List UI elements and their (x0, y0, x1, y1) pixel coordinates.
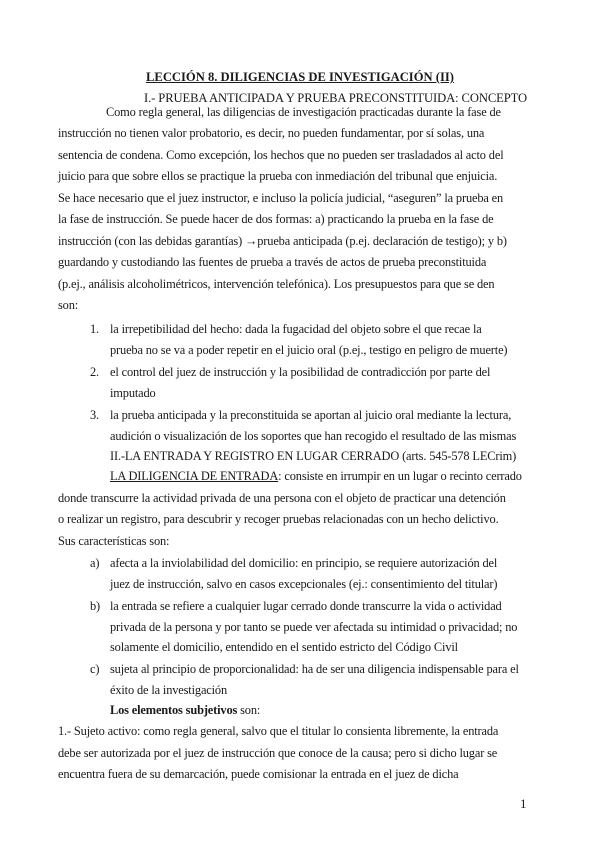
list-item-text: afecta a la inviolabilidad del domicilio: en principio, se requiere autorización del (110, 556, 498, 570)
list-marker: b) (90, 599, 101, 613)
section-1-heading: I.- PRUEBA ANTICIPADA Y PRUEBA PRECONSTITUIDA: CONCEPTO (144, 91, 527, 105)
list-marker: 3. (90, 408, 99, 422)
list-item-continuation: privada de la persona y por tanto se puede ver afectada su intimidad o privacidad; no (110, 620, 518, 634)
paragraph-line: 1.- Sujeto activo: como regla general, salvo que el titular lo consienta libremente, la entrada (58, 724, 499, 738)
paragraph-line: encuentra fuera de su demarcación, puede comisionar la entrada en el juez de dicha (58, 767, 459, 781)
paragraph-line: Sus características son: (58, 534, 170, 548)
paragraph-line: juicio para que sobre ellos se practique la prueba con inmediación del tribunal que enjuicia. (58, 169, 498, 183)
paragraph-line: instrucción no tienen valor probatorio, es decir, no pueden fundamentar, por sí solas, una (58, 126, 485, 140)
paragraph-line: donde transcurre la actividad privada de una persona con el objeto de practicar una detención (58, 491, 506, 505)
section-2-title: II.-LA ENTRADA Y REGISTRO EN LUGAR CERRADO (110, 449, 400, 463)
list-item (90, 659, 519, 680)
paragraph-line: guardando y custodiando las fuentes de prueba a través de actos de prueba preconstituida (58, 255, 487, 269)
list-item-text: la entrada se refiere a cualquier lugar cerrado donde transcurre la vida o actividad (110, 599, 502, 613)
entrada-definition: : consiste en irrumpir en un lugar o recinto cerrado (278, 469, 522, 483)
section-2-heading (110, 446, 600, 467)
list-item-continuation: audición o visualización de los soportes que han recogido el resultado de las mismas (110, 429, 517, 443)
list-item-text: la prueba anticipada y la preconstituida se aportan al juicio oral mediante la lectura, (110, 408, 512, 422)
list-item (90, 362, 490, 383)
paragraph-line: (p.ej., análisis alcoholimétricos, intervención telefónica). Los presupuestos para que se den (58, 277, 495, 291)
paragraph-line: Se hace necesario que el juez instructor, e incluso la policía judicial, “aseguren” la prueba en (58, 191, 504, 205)
list-marker: c) (90, 662, 100, 676)
list-item-continuation: éxito de la investigación (110, 683, 228, 697)
list-item-continuation: solamente el domicilio, entendido en el sentido estricto del Código Civil (110, 640, 458, 654)
list-item-text: la irrepetibilidad del hecho: dada la fugacidad del objeto sobre el que recae la (110, 322, 482, 336)
subjective-elements-heading (110, 700, 600, 721)
list-item (90, 405, 511, 426)
list-item-continuation: imputado (110, 386, 156, 400)
list-item-text: sujeta al principio de proporcionalidad: ha de ser una diligencia indispensable para el (110, 662, 519, 676)
list-item-continuation: prueba no se va a poder repetir en el juicio oral (p.ej., testigo en peligro de muerte) (110, 343, 508, 357)
paragraph-line: Como regla general, las diligencias de investigación practicadas durante la fase de (106, 105, 501, 119)
list-item-text: el control del juez de instrucción y la posibilidad de contradicción por parte del (110, 365, 491, 379)
paragraph-line: o realizar un registro, para descubrir y recoger pruebas relacionadas con un hecho delictivo. (58, 512, 499, 526)
list-item (90, 596, 502, 617)
paragraph-line: son: (58, 298, 79, 312)
subjective-heading-bold: Los elementos subjetivos (110, 703, 238, 717)
list-item (90, 553, 497, 574)
list-item-continuation: juez de instrucción, salvo en casos excepcionales (ej.: consentimiento del titular) (110, 577, 498, 591)
lesson-title: LECCIÓN 8. DILIGENCIAS DE INVESTIGACIÓN (II) (146, 70, 454, 84)
section-2-reference: (arts. 545-578 LECrim) (399, 449, 517, 463)
page-number: 1 (520, 796, 527, 811)
list-item (90, 319, 482, 340)
entrada-term: LA DILIGENCIA DE ENTRADA (110, 469, 279, 483)
list-marker: a) (90, 556, 100, 570)
subjective-heading-rest: son: (237, 703, 261, 717)
paragraph-line: instrucción (con las debidas garantías) →prueba anticipada (p.ej. declaración de testigo); y b) (58, 234, 507, 248)
paragraph-line: sentencia de condena. Como excepción, los hechos que no pueden ser trasladados al acto del (58, 148, 504, 162)
paragraph-line: la fase de instrucción. Se puede hacer de dos formas: a) practicando la prueba en la fase de (58, 212, 494, 226)
paragraph-line: debe ser autorizada por el juez de instrucción que conoce de la causa; pero si dicho lugar se (58, 746, 498, 760)
list-marker: 2. (90, 365, 99, 379)
list-marker: 1. (90, 322, 99, 336)
entrada-first-line (110, 466, 600, 487)
